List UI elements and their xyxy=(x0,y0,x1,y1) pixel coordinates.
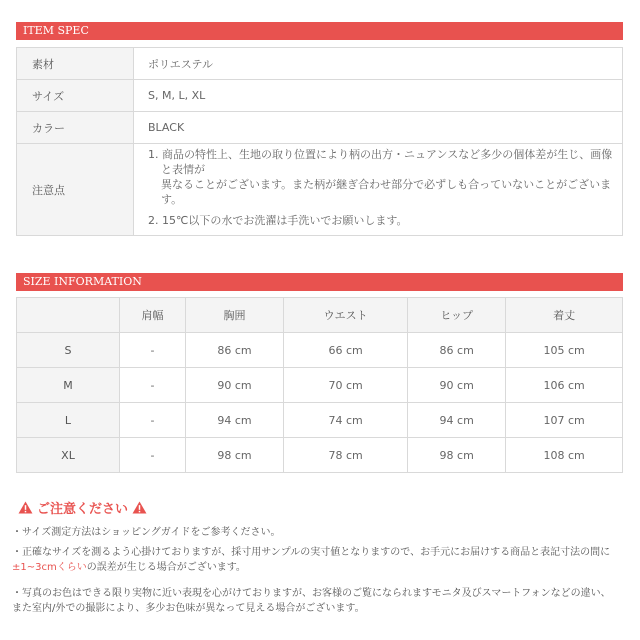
size-label: S xyxy=(17,333,120,368)
table-row xyxy=(17,333,623,368)
caution-list xyxy=(12,525,632,621)
table-cell: 66 cm xyxy=(284,333,408,368)
spec-label: カラー xyxy=(17,112,134,144)
spec-row-material xyxy=(17,48,623,80)
size-label: M xyxy=(17,368,120,403)
table-cell: 105 cm xyxy=(506,333,623,368)
table-cell: 98 cm xyxy=(408,438,506,473)
caution-heading xyxy=(18,498,147,517)
table-cell: - xyxy=(120,333,186,368)
note-item-1: 1. 商品の特性上、生地の取り位置により柄の出方・ニュアンスなど多少の個体差が生じ、画像と表情が 異なることがございます。また柄が継ぎ合わせ部分で必ずしも合っていないことがございます。 xyxy=(148,148,613,206)
table-cell: 86 cm xyxy=(408,333,506,368)
size-header-row xyxy=(17,298,623,333)
spec-value: BLACK xyxy=(134,112,623,144)
size-information-header: SIZE INFORMATION xyxy=(16,273,623,291)
caution-title: ご注意ください xyxy=(37,502,129,517)
spec-label: 素材 xyxy=(17,48,134,80)
size-label: XL xyxy=(17,438,120,473)
spec-value: ポリエステル xyxy=(134,48,623,80)
table-cell: 70 cm xyxy=(284,368,408,403)
spec-row-size xyxy=(17,80,623,112)
spec-value: S, M, L, XL xyxy=(134,80,623,112)
spec-notes xyxy=(134,144,623,236)
column-header: 着丈 xyxy=(506,298,623,333)
table-row xyxy=(17,438,623,473)
column-header: ウエスト xyxy=(284,298,408,333)
table-cell: 90 cm xyxy=(185,368,283,403)
table-cell: 90 cm xyxy=(408,368,506,403)
caution-line: ・サイズ測定方法はショッピングガイドをご参考ください。 xyxy=(12,527,281,538)
caution-highlight: ±1~3cmくらい xyxy=(12,562,87,573)
spec-label: 注意点 xyxy=(17,144,134,236)
table-cell: 107 cm xyxy=(506,403,623,438)
table-cell: - xyxy=(120,438,186,473)
item-spec-table xyxy=(16,47,623,236)
spec-row-notes xyxy=(17,144,623,236)
spec-row-color xyxy=(17,112,623,144)
table-cell: - xyxy=(120,368,186,403)
caution-line: ・正確なサイズを測るよう心掛けておりますが、採寸用サンプルの実寸値となりますので、お手元にお届けする商品と表記寸法の間に ±1~3cmくらいの誤差が生じる場合がございます。 xyxy=(12,547,611,573)
table-cell: 78 cm xyxy=(284,438,408,473)
spec-label: サイズ xyxy=(17,80,134,112)
column-header: ヒップ xyxy=(408,298,506,333)
column-header: 胸囲 xyxy=(185,298,283,333)
column-header: 肩幅 xyxy=(120,298,186,333)
table-cell: 106 cm xyxy=(506,368,623,403)
size-label: L xyxy=(17,403,120,438)
item-spec-header: ITEM SPEC xyxy=(16,22,623,40)
table-cell: 94 cm xyxy=(408,403,506,438)
size-corner-cell xyxy=(17,298,120,333)
table-row xyxy=(17,403,623,438)
warning-triangle-icon xyxy=(18,501,33,514)
size-table xyxy=(16,297,623,473)
table-cell: 74 cm xyxy=(284,403,408,438)
table-cell: 86 cm xyxy=(185,333,283,368)
table-cell: 108 cm xyxy=(506,438,623,473)
caution-line: ・写真のお色はできる限り実物に近い表現を心がけておりますが、お客様のご覧になられますモニタ及びスマートフォンなどの違い、 また室内/外での撮影により、多少お色味が異なって見える場合がございます。 xyxy=(12,588,611,614)
note-item-2: 2. 15℃以下の水でお洗濯は手洗いでお願いします。 xyxy=(148,214,408,227)
table-cell: 94 cm xyxy=(185,403,283,438)
warning-triangle-icon xyxy=(132,501,147,514)
table-cell: 98 cm xyxy=(185,438,283,473)
table-cell: - xyxy=(120,403,186,438)
table-row xyxy=(17,368,623,403)
